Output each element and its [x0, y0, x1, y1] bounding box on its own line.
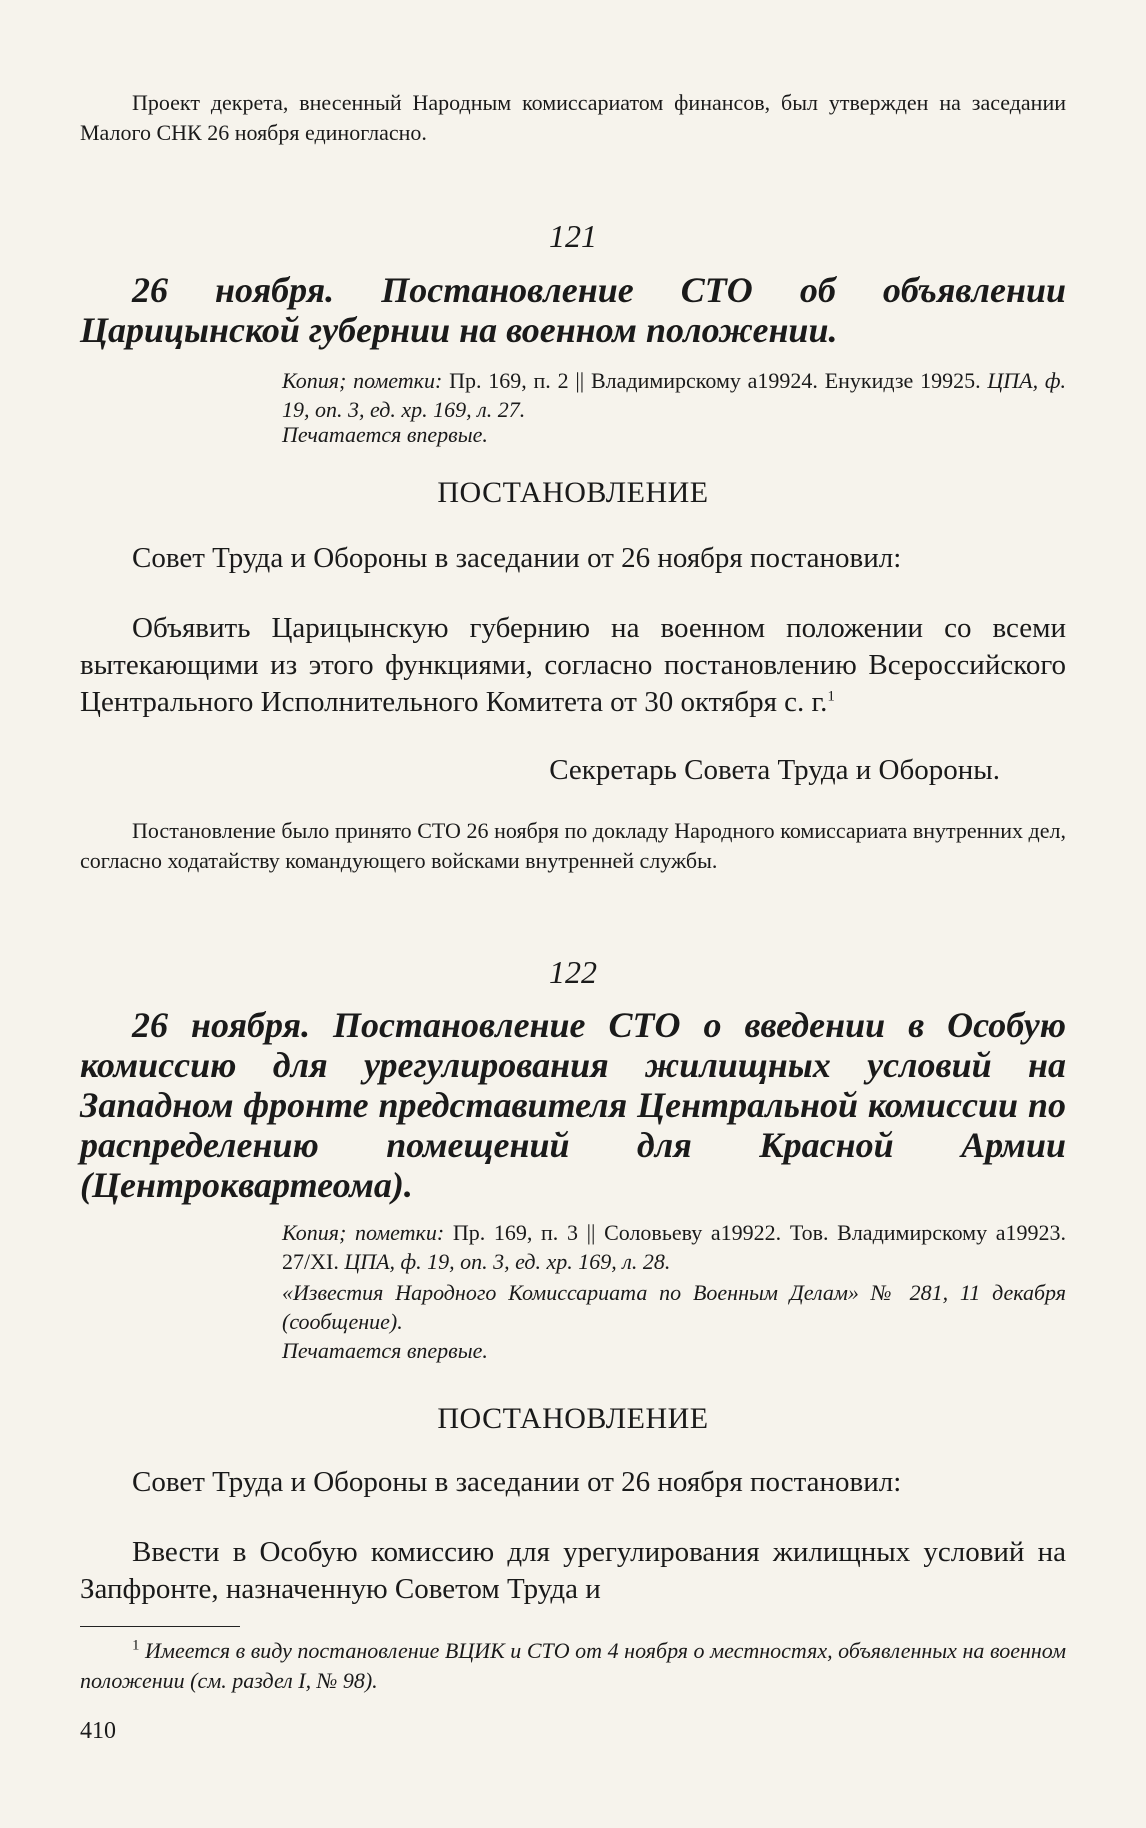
doc-122-izvestia: «Известия Народного Комиссариата по Военным Делам» № 281, 11 декабря (сообщение).: [282, 1280, 1066, 1334]
doc-121-note: Постановление было принято СТО 26 ноября по докладу Народного комиссариата внутренних дел, согласно ходатайству командующего войсками внутренней службы.: [80, 818, 1066, 873]
doc-121-para1: Совет Труда и Обороны в заседании от 26 ноября постановил:: [132, 542, 902, 574]
doc-121-signature: Секретарь Совета Труда и Обороны.: [549, 754, 1000, 786]
doc-121-source: [282, 366, 1066, 424]
footnote-mark: 1: [132, 1637, 140, 1654]
doc-122-source: [282, 1218, 1066, 1276]
doc-121-title: 26 ноября. Постановление СТО об объявлении Царицынской губернии на военном положении.: [80, 270, 1066, 350]
doc-122-para1: Совет Труда и Обороны в заседании от 26 ноября постановил:: [132, 1466, 902, 1498]
doc-122-number: 122: [549, 954, 597, 990]
doc-121-heading: ПОСТАНОВЛЕНИЕ: [437, 476, 709, 509]
footnote: [80, 1636, 1066, 1696]
source-text: Пр. 169, п. 2 || Владимирскому а19924. Енукидзе 19925.: [442, 368, 981, 393]
archive-ref: ЦПА, ф. 19, оп. 3, ед. хр. 169, л. 27.: [282, 368, 1066, 422]
doc-122-printed: Печатается впервые.: [282, 1338, 488, 1363]
source-label: Копия; пометки:: [282, 368, 443, 393]
doc-121-number: 121: [549, 218, 597, 254]
doc-121-printed: Печатается впервые.: [282, 422, 488, 447]
source-label: Копия; пометки:: [282, 1220, 445, 1245]
para2-text: Объявить Царицынскую губернию на военном положении со всеми вытекающими из этого функциями, согласно постановлению Всероссийского Центрального Исполнительного Комитета от 30 октября с. г.: [80, 612, 1066, 718]
doc-122-title: 26 ноября. Постановление СТО о введении в Особую комиссию для урегулирования жилищных условий на Западном фронте представителя Центральной комиссии по распределению помещений для Красной Армии (Центроквартеома).: [80, 1005, 1066, 1205]
page-number: 410: [80, 1718, 116, 1744]
source-text: Пр. 169, п. 3 || Соловьеву а19922. Тов. Владимирскому а19923. 27/XI.: [282, 1220, 1066, 1274]
footnote-text: Имеется в виду постановление ВЦИК и СТО от 4 ноября о местностях, объявленных на военном положении (см. раздел I, № 98).: [80, 1638, 1066, 1693]
archive-ref: ЦПА, ф. 19, оп. 3, ед. хр. 169, л. 28.: [338, 1249, 671, 1274]
intro-note: Проект декрета, внесенный Народным комиссариатом финансов, был утвержден на заседании Малого СНК 26 ноября единогласно.: [80, 90, 1066, 145]
footnote-ref: 1: [827, 688, 835, 705]
doc-122-para2: Ввести в Особую комиссию для урегулирования жилищных условий на Запфронте, назначенную Советом Труда и: [80, 1536, 1066, 1605]
doc-121-para2: [80, 610, 1066, 721]
doc-122-heading: ПОСТАНОВЛЕНИЕ: [437, 1402, 709, 1435]
footnote-rule: [80, 1626, 240, 1627]
